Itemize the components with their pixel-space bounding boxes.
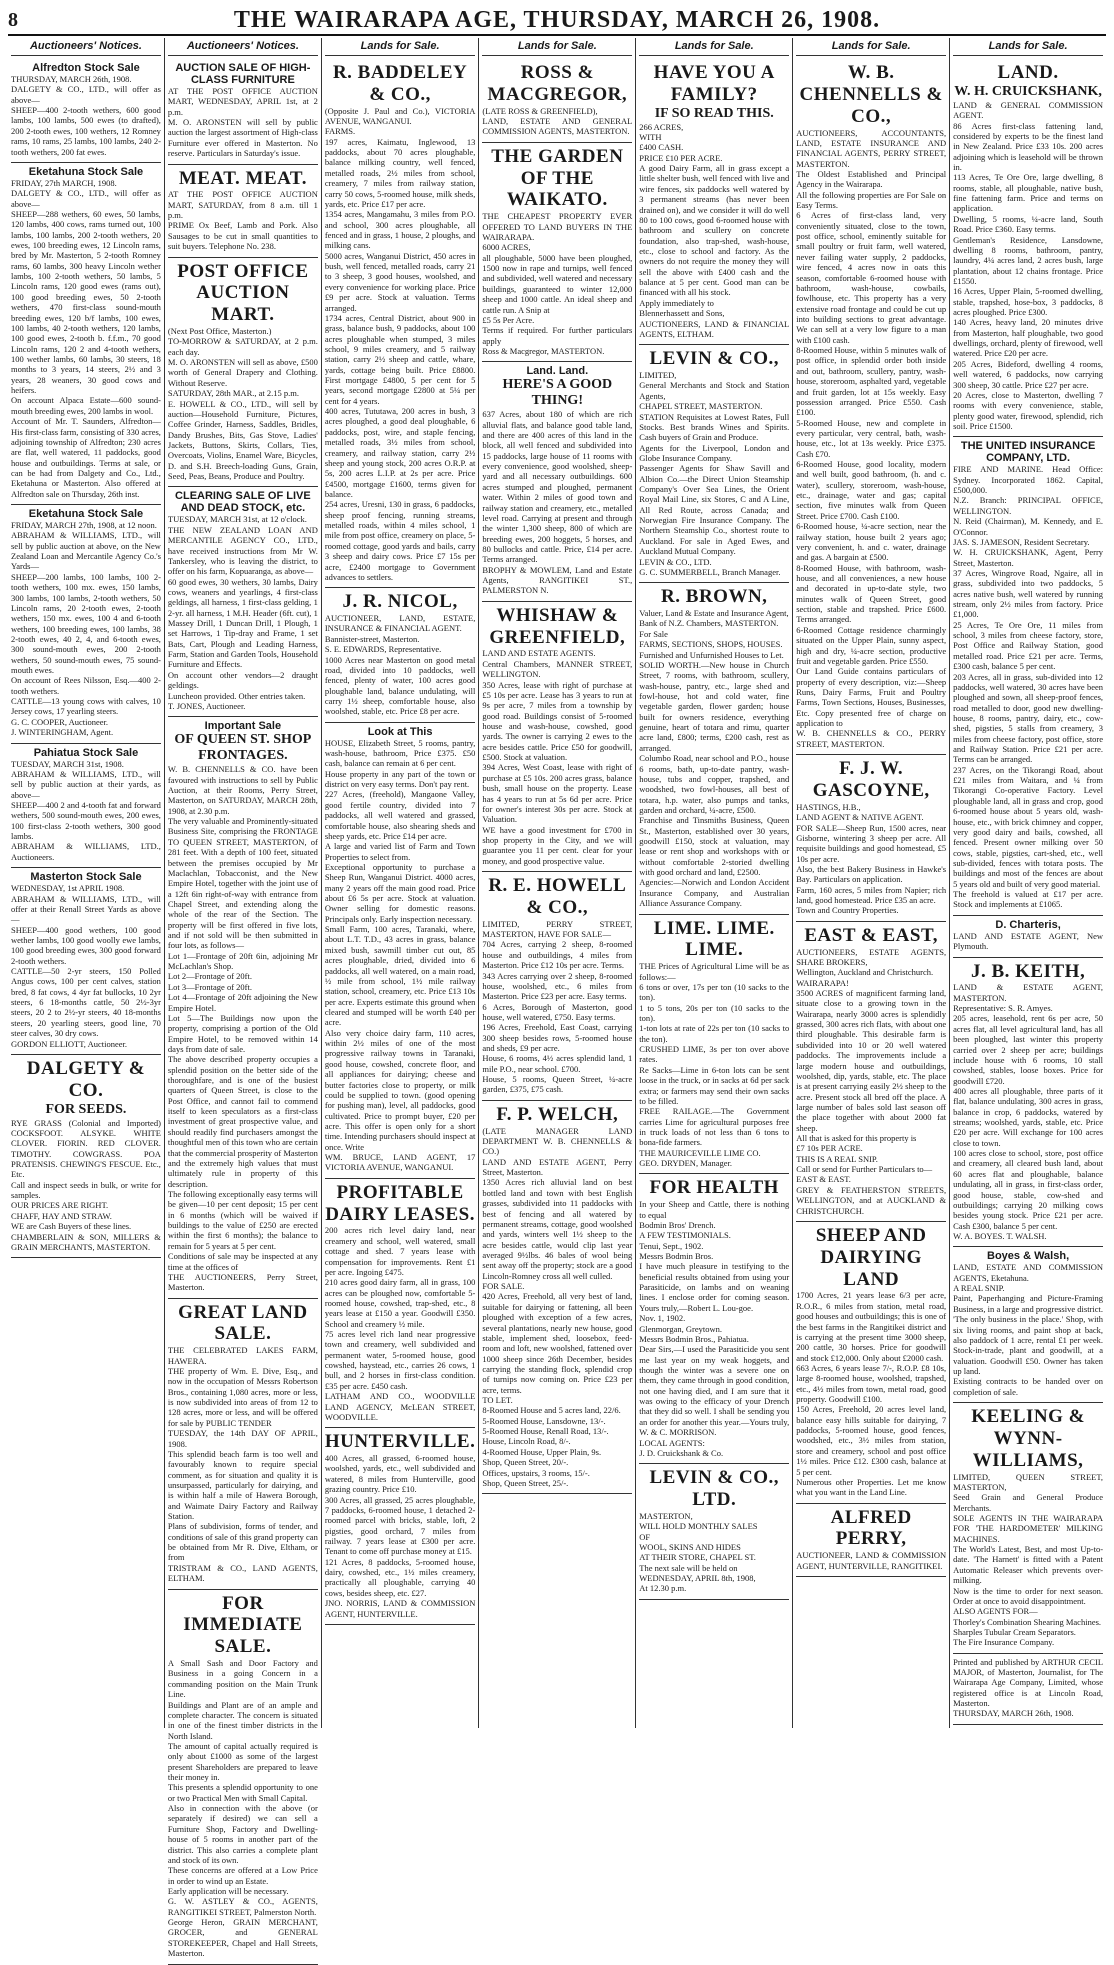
advertisement xyxy=(482,143,632,363)
ad-body: FIRE AND MARINE. Head Office: Sydney. Incorporated 1862. Capital, £500,000. N.Z. Branch: PRINCIPAL OFFICE, WELLINGTON. N. Reid (Chairman), M. Kennedy, and E. O'Connor. JAS. S. JAMESON, Resident Secretary. W. H. CRUICKSHANK, Agent, Perry Street, Masterton. 37 Acres, Wingrove Road, Ngaire, all in grass, subdivided into two paddocks, 5 acres native bush, well watered by running stream, only 2½ miles from factory. Price £1,000. 25 Acres, Te Ore Ore, 11 miles from school, 3 miles from cheese factory, store, Post Office and Railway Station, good metalled road. Price £21 per acre. Terms, £300 cash, balance 5 per cent. 203 Acres, all in grass, sub-divided into 12 paddocks, well watered, 30 acres have been ploughed and sown, all sheep-proof fences, road metalled to door, good new dwelling-house, 8 rooms, pantry, dairy, etc., cow-shed, pigsties, 5 stalls from creamery, 3 miles from cheese factory, post office, store and Railway Station. Price £21 per acre. Terms can be arranged. 237 Acres, on the Tikorangi Road, about £21 miles from Waitara, and ¼ from Tikorangi Co-operative Factory. Level ploughable land, all in grass and crop, good 6-roomed house about 5 years old, wash-house, etc., with brick chimney and copper, very good dairy and bails, cowshed, all fenced. Present owner milking over 50 cows, stable, pigsties, cart-shed, etc., well sub-divided, fences with totara posts. The buildings and most of the fences are about 5 years old and built of very good material. The freehold is valued at £17 per acre. Stock and implements at £1065. xyxy=(953,464,1104,910)
ad-body: FRIDAY, MARCH 27th, 1908, at 12 noon. ABRAHAM & WILLIAMS, LTD., will sell by public auction at above, on the New Zealand Loan and Mercantile Agency Co.'s Yards— SHEEP—200 lambs, 100 lambs, 100 2-tooth wethers, 100 mx. ewes, 150 lambs, 300 lambs, 100 lambs, 2-tooth wethers, 50 Lincoln rams, 20 2-tooth ewes, 2-tooth wethers, 150 mx. ewes, 100 4 and 6-tooth wethers, 100 breeding ewes, 100 lambs, 38 2-tooth ewes, 40 2, 4, and 6-tooth ewes, 300 sound-mouth ewes, 200 2-tooth wethers, 50 sound-mouth ewes, 75 sound-mouth ewes. On account of Rees Nilsson, Esq.—400 2-tooth wethers. CATTLE—13 young cows with calves, 10 Jersey cows, 17 yearling steers. G. C. COOPER, Auctioneer. J. WINTERINGHAM, Agent. xyxy=(11,520,161,738)
advertisement xyxy=(168,487,318,717)
ad-subtitle: IF SO READ THIS. xyxy=(654,105,774,121)
ad-body: 200 acres rich level dairy land, near creamery and school, well watered, small cottage and shed. 7 years lease with compensation for improvements. Rent £1 per acre. Ingoing £475. 210 acres good dairy farm, all in grass, 100 acres can be ploughed now, comfortable 5-roomed house, cowshed, trap-shed, etc., 8 years lease at £150 a year. Goodwill £350. School and creamery ½ mile. 75 acres level rich land near progressive town and creamery, well subdivided and permanent water, 5-roomed house, good cowshed, haystead, etc., carries 26 cows, 1 bull, and 2 horses in first-class condition. £35 per acre. £450 cash. LATHAM AND CO., WOODVILLE LAND AGENCY, McLEAN STREET, WOODVILLE. xyxy=(324,1225,476,1422)
ad-title: PROFITABLE DAIRY LEASES. xyxy=(325,1181,475,1225)
ad-body: THE CHEAPEST PROPERTY EVER OFFERED TO LAND BUYERS IN THE WAIRARAPA. 6000 ACRES, all ploughable, 5000 have been ploughed, 1500 now in rape and turnips, well fenced and subdivided, well watered and necessary buildings, guaranteed to winter 12,000 sheep and 1000 cattle. An ideal sheep and cattle run. A Snip at £5 5s Per Acre. Terms if required. For further particulars apply Ross & Macgregor, MASTERTON. xyxy=(482,211,633,356)
ad-title: LAND. xyxy=(997,62,1059,83)
ad-body: HASTINGS, H.B., LAND AGENT & NATIVE AGENT. FOR SALE—Sheep Run, 1500 acres, near Gisborne, wintering 3 sheep per acre. All requisite buildings and good homestead, £5 10s per acre. Also, the best Bakery Business in Hawke's Bay. Particulars on application. Farm, 160 acres, 5 miles from Napier; rich land, good homestead. Price £35 an acre. Town and Country Properties. xyxy=(796,801,947,916)
ad-title: FOR HEALTH xyxy=(649,1177,779,1199)
ad-subtitle: W. H. CRUICKSHANK, xyxy=(954,83,1102,99)
advertisement xyxy=(639,583,789,914)
advertisement xyxy=(639,1464,789,1600)
ad-body: TUESDAY, MARCH 31st, at 12 o'clock. THE NEW ZEALAND LOAN AND MERCANTILE AGENCY CO., LTD., have received instructions from Mr W. Tankersley, who is leaving the district, to offer on his farm, Kopuaranga, as above— 60 good ewes, 30 wethers, 30 lambs, Dairy cows, weaners and yearlings, 4 first-class geldings, all harness, 1 first-class gelding, 1 2-yr. all harness, 1 M.H. Header (6ft. cut), 1 Massey Drill, 1 Duncan Drill, 1 Plough, 1 set Harrows, 1 Tip-dray and Frame, 1 set Bats, Cart, Plough and Leading Harness, Farm, Station and Garden Tools, Household Furniture and Effects. On account other vendors—2 draught geldings. Luncheon provided. Other entries taken. T. JONES, Auctioneer. xyxy=(167,514,318,711)
ad-body: LAND & GENERAL COMMISSION AGENT. 86 Acres first-class fattening land, considered by experts to be the finest land in New Zealand. Price £33 10s. 200 acres adjoining which is leasehold will be thrown in. 113 Acres, Te Ore Ore, large dwelling, 8 rooms, stable, all ploughable, native bush, fine fattening farm. Price and terms on application. Dwelling, 5 rooms, ¼-acre land, South Road. Price £360. Easy terms. Gentleman's Residence, Lansdowne, dwelling 8 rooms, bathroom, pantry, laundry, 4¼ acres land, 2 acres bush, large plantation, about 12 chains frontage. Price £1550. 16 Acres, Upper Plain, 5-roomed dwelling, stable, trapshed, hose-box, 3 paddocks, 8 acres ploughed. Price £300. 140 Acres, heavy land, 20 minutes drive from Masterton, half ploughable, two good dwellings, orchard, plenty of firewood, well watered. Price £20 per acre. 205 Acres, Bideford, dwelling 4 rooms, well watered, 6 paddocks, now carrying 300 sheep, 30 cattle. Price £27 per acre. 20 Acres, close to Masterton, dwelling 7 rooms with every convenience, stable, plenty good water, firewood, splendid, rich soil. Price £1500. xyxy=(953,99,1104,431)
column-5 xyxy=(636,38,793,1728)
column-6 xyxy=(793,38,950,1728)
ad-title: Alfredton Stock Sale xyxy=(32,62,140,74)
advertisement xyxy=(168,165,318,258)
ad-body: AUCTIONEER, LAND & COMMISSION AGENT, HUNTERVILLE, RANGITIKEI. xyxy=(796,1550,947,1571)
advertisement xyxy=(953,1403,1103,1654)
advertisement xyxy=(11,505,161,744)
ad-title: Eketahuna Stock Sale xyxy=(28,165,144,178)
advertisement xyxy=(796,755,946,922)
advertisement xyxy=(796,1222,946,1504)
page-number: 8 xyxy=(8,8,18,31)
advertisement xyxy=(953,437,1103,915)
advertisement xyxy=(325,59,476,588)
advertisement xyxy=(168,1299,318,1590)
advertisement xyxy=(168,258,318,488)
ad-body: Valuer, Land & Estate and Insurance Agent, Bank of N.Z. Chambers, MASTERTON. For Sale FARMS, SECTIONS, SHOPS, HOUSES. Furnished and Unfurnished Houses to Let. SOLID WORTH.—New house in Church Street, 7 rooms, with bathroom, scullery, wash-house, pantry, etc., large shed and fowl-house, hot and cold water, fine vegetable garden, flower garden; house built for owners residence, everything genuine, heart of totara and rimu, quarter acre land, £800; terms, £200 cash, rest as arranged. Columbo Road, near school and P.O., house 6 rooms, bath, up-to-date pantry, wash-house, tubs and copper, trapshed, and woodshed, two fowl-houses, all best of totara, h.p. water, also pumps and tanks, garden and orchard, ¼-acre, £500. Franchise and Tinsmiths Business, Queen St., Masterton, established over 30 years, goodwill £150, stock at valuation, may lease or rent shop and workshops with or without comfortable 2-storied dwelling with good orchard and land, £2500. Agencies:—Norwich and London Accident Insurance Company, and Australian Alliance Assurance Company. xyxy=(639,608,790,909)
ad-title: R. BADDELEY & CO., xyxy=(332,62,468,105)
advertisement xyxy=(482,59,632,143)
ad-body: AUCTIONEERS, ACCOUNTANTS, LAND, ESTATE INSURANCE AND FINANCIAL AGENTS, PERRY STREET, MASTERTON. The Oldest Established and Principal Agency in the Wairarapa. All the following properties are For Sale on Easy Terms. 6 Acres of first-class land, very conveniently situated, close to the town, post office, school, eminently suitable for small poultry or fruit farm, well watered, never failing water supply, 2 paddocks, wire fenced, 4 acres now in oats this season, comfortable 6-roomed house with bathroom, wash-house, cowbails, fowlhouse, etc. This property has a very extensive road frontage and could be cut up into building sections to great advantage. We can sell at a very low figure to a man with £100 cash. 8-Roomed House, within 5 minutes walk of post office, in splendid order both inside and out, bathroom, scullery, pantry, wash-house, storeroom, asphalted yard, vegetable and fruit garden, lot at 15s weekly. Easy possession arranged. Price £550. Cash £100. 5-Roomed House, new and complete in every particular, very central, bath, wash-house, etc., lot at 13s weekly. Price £375. Cash £70. 6-Roomed House, good locality, modern and well built, good bathroom, (h. and c. water), scullery, storeroom, wash-house, etc., drainage, water and gas; capital section, five minutes walk from Queen Street. Price £700. Cash £100. 6-Roomed house, ¼-acre section, near the railway station, house built 2 years ago; very convenient, h. and c. water, drainage and gas. A bargain at £500. 8-Roomed House, with bathroom, wash-house, and all conveniences, a new house and decorated in up-to-date style, two minutes walk of Queen Street, good section, stable and trapshed. Price £600. Terms arranged. 6-Roomed Cottage residence charmingly situated on the Upper Plain, sunny aspect, high and dry, ¼-acre section, productive fruit and vegetable garden. Price £550. Our Land Guide contains particulars of property of every description, viz:—Sheep Runs, Dairy Farms, Fruit and Poultry Farms, Town Sections, Houses, Businesses, Etc. Copy presented free of charge on application to W. B. CHENNELLS & CO., PERRY STREET, MASTERTON. xyxy=(796,127,947,749)
ad-body: Printed and published by ARTHUR CECIL MAJOR, of Masterton, Journalist, for The Wairarapa Age Company, Limited, whose registered office is at Lincoln Road, Masterton. THURSDAY, MARCH 26th, 1908. xyxy=(953,1656,1104,1719)
ad-body: LIMITED, QUEEN STREET, MASTERTON, Seed Grain and General Produce Merchants. SOLE AGENTS IN THE WAIRARAPA FOR 'THE HARDOMETER' MILKING MACHINES. The World's Latest, Best, and most Up-to-date. 'The Harnett' is fitted with a Patent Automatic Releaser which prevents over-milking. Now is the time to order for next season. Order at once to avoid disappointment. ALSO AGENTS FOR— Thorley's Combination Shearing Machines. Sharples Tubular Cream Separators. The Fire Insurance Company. xyxy=(953,1471,1104,1648)
ad-body: (LATE ROSS & GREENFIELD), LAND, ESTATE AND GENERAL COMMISSION AGENTS, MASTERTON. xyxy=(482,105,633,137)
ad-body: In your Sheep and Cattle, there is nothing to equal Bodmin Bros' Drench. A FEW TESTIMONIALS. Tenui, Sept., 1902. Messrs Bodmin Bros. I have much pleasure in testifying to the beneficial results obtained from using your Parasiticide, on lambs and on weaning lines. I enclose order for coming season. Yours truly,—Robert L. Lou-goe. Nov. 1, 1902. Glenmorgan, Greytown. Messrs Bodmin Bros., Pahiatua. Dear Sirs,—I used the Parasiticide you sent me last year on my weak hoggets, and though the winter was a severe one on them, they came through in good condition, not one having died, and I am sure that it was owing to the efficacy of your Drench that they did so well. I shall be sending you an order for another this year.—Yours truly, W. & C. MORRISON. LOCAL AGENTS: J. D. Cruickshank & Co. xyxy=(639,1199,790,1458)
ad-title: SHEEP AND DAIRYING LAND xyxy=(815,1224,927,1290)
ad-body: HOUSE, Elizabeth Street, 5 rooms, pantry, wash-house, bathroom, Price £375. £50 cash, balance can remain at 6 per cent. House property in any part of the town or district on very easy terms. Don't pay rent. 227 Acres, (freehold), Mangaone Valley, good fertile country, divided into 7 paddocks, all well watered and grassed, comfortable house, also shearing sheds and sheep yards, etc. Price £14 per acre. A large and varied list of Farm and Town Properties to select from. Exceptional opportunity to purchase a Sheep Run, Wanganui District. 4000 acres, many 2 years off the main good road. Price about £6 5s per acre. Stock at valuation. Owner selling for domestic reasons. Principals only. Early inspection necessary. Small Farm, 100 acres, Taranaki, where, about L.T. T.D., 43 acres in grass, balance mixed bush, sawmill timber cut out, 85 acres ploughable, dried, divided into 6 paddocks, all well watered, on a main road, ½ mile from school, 1½ mile railway station, school, creamery, etc. Price £13 10s per acre. Experts estimate this ground when cleared and stumped will be worth £40 per acre. Also very choice dairy farm, 110 acres, within 2½ miles of one of the most progressive railway towns in Taranaki, good house, cowshed, concrete floor, and all appliances for dairying; cheese and butter factories close to property, or milk could be supplied to town. (good opening for pushing man), level, all paddocks, good cultivated. Price to prompt buyer, £20 per acre. This offer is open only for a short time. Intending purchasers should inspect at once. Write WM. BRUCE, LAND AGENT, 17 VICTORIA AVENUE, WANGANUI. xyxy=(324,737,476,1173)
ad-body: AT THE POST OFFICE AUCTION MART, WEDNESDAY, APRIL 1st, at 2 p.m. M. O. ARONSTEN will sell by public auction the largest assortment of High-class Furniture ever offered in Masterton. No reserve. Particulars in Saturday's issue. xyxy=(167,86,318,159)
ad-body: 400 Acres, all grassed, 6-roomed house, woolshed, yards, etc., well subdivided and watered, 8 miles from Hunterville, good grazing country. Price £10. 300 Acres, all grassed, 25 acres ploughable, 7 paddocks, 6-roomed house, 1 detached 2-roomed parcel with bricks, stable, loft, 2 pigsties, good orchard, 7 miles from railway. 7 years lease at £300 per acre. Tenant to come off purchase money at £15. 121 Acres, 8 paddocks, 5-roomed house, dairy, cowshed, etc., 1½ miles creamery, practically all ploughable, carrying 40 cows, besides sheep, etc. £27. JNO. NORRIS, LAND & COMMISSION AGENT, HUNTERVILLE. xyxy=(324,1453,476,1619)
advertisement xyxy=(11,1055,161,1258)
ad-title: Land. Land. xyxy=(526,365,589,378)
ad-body: AUCTIONEERS, ESTATE AGENTS, SHARE BROKERS, Wellington, Auckland and Christchurch. WAIRARAPA! 3500 ACRES of magnificent farming land, situate close to a growing town in the Wairarapa, nearly 3000 acres is splendidly grassed, 300 acres rich flats, with about one third ploughable. This desirable farm is subdivided into 10 or 20 well watered paddocks. The improvements include a large modern house and outbuildings, woolshed, dip, yards, stable, etc. The place is at present carrying easily 2½ sheep to the acre. Present stock all bred off the place. A large number of bales sold last season off the place together with about 2000 fat sheep. All that is asked for this property is £7 10s PER ACRE. THIS IS A REAL SNIP. Call or send for Further Particulars to— EAST & EAST. GREY & FEATHERSTON STREETS, WELLINGTON, and at AUCKLAND & CHRISTCHURCH. xyxy=(796,946,947,1216)
ad-body: W. B. CHENNELLS & CO. have been favoured with instructions to sell by Public Auction, at their Rooms, Perry Street, Masterton, on SATURDAY, MARCH 28th, 1908, at 2.30 p.m. The very valuable and Prominently-situated Business Site, comprising the FRONTAGE TO QUEEN STREET, MASTERTON, of 281 feet. With a depth of 100 feet, situated between the premises occupied by Mr Maclachlan, Tobacconist, and the New Empire Hotel, together with the joint use of a 12ft 6in right-of-way with entrance from Chapel Street, and extending along the whole of the rear of the Section. The property will be first offered in five lots, and if not sold will be then submitted in four lots, as follows— Lot 1—Frontage of 20ft 6in, adjoining Mr McLachlan's Shop. Lot 2—Frontage of 20ft. Lot 3—Frontage of 20ft. Lot 4—Frontage of 20ft adjoining the New Empire Hotel. Lot 5—The Buildings now upon the property, comprising a portion of the Old Empire Hotel, to be removed within 14 days from date of sale. The above described property occupies a splendid position on the better side of the thoroughfare, and is one of the busiest quarters of Queen Street, is close to the Post Office, and cannot fail to commend itself to keen speculators as a first-class investment of great prospective value, and should readily find purchasers amongst the thoughtful men of this town who are certain that the commercial prosperity of Masterton and the extremely high values that must ultimately rule in property of this description. The following exceptionally easy terms will be given—10 per cent deposit; 15 per cent in 6 months (which will be waived if buildings to the value of £250 are erected within the first 6 months); the balance to remain for 5 years at 5 per cent. Conditions of sale may be inspected at any time at the offices of THE AUCTIONEERS, Perry Street, Masterton. xyxy=(167,764,318,1293)
ad-body: LAND AND ESTATE AGENTS. Central Chambers, MANNER STREET, WELLINGTON. 350 Acres, lease with right of purchase at £5 10s per acre. Lease has 3 years to run at 9s per acre, 7 miles from a township by good road. Buildings consist of 5-roomed house and wash-house, cowshed, good yards. The owner is carrying 2 ewes to the acre besides cattle. Price £50 for goodwill, £500. Stock at valuation. 394 Acres, West Coast, lease with right of purchase at £5 10s. 200 acres grass, balance bush, small house on the property. Lease has 4 years to run at 5s 6d per acre. Price for owner's interest 30s per acre. Stock at Valuation. WE have a good investment for £700 in shop property in the City, and we will guarantee you 11 per cent. clear for your money, and good prospective value. xyxy=(482,648,633,866)
advertisement xyxy=(639,915,789,1175)
ad-body: LAND & ESTATE AGENT, MASTERTON. Representative: S. R. Amyes. 205 acres, leasehold, rent 6s per acre, 50 acres flat, all level agricultural land, has all been ploughed, last winter this property carried over 2 sheep per acre; buildings include house with 6 rooms, 10 stall cowshed, stables, loose boxes. Price for goodwill £720. 400 acres all ploughable, three parts of it flat, balance undulating, 300 acres in grass, balance in crop, 6 paddocks, watered by streams; woolshed, yards, stable, etc. Price £20 per acre. Will exchange for 100 acres close to town. 100 acres close to school, store, post office and creamery, all cleared bush land, about 60 acres flat and ploughable, balance undulating, all in grass, in first-class order, good house, stable, cow-shed and outbuildings; carrying 20 milking cows besides young stock. Price £21 per acre. Cash £300, balance 5 per cent. W. A. BOYES. T. WALSH. xyxy=(953,982,1104,1241)
ad-body: FRIDAY, 27th MARCH, 1908. DALGETY & CO., LTD., will offer as above— SHEEP—288 wethers, 60 ewes, 50 lambs, 120 lambs, 400 cows, rams turned out, 100 lambs, 100 lambs, 200 2-tooth wethers, 20 ewes, 100 breeding ewes, 12 Lincoln rams, bred by Mr. Masterton, 5 2-tooth Romney rams, 60 lambs, 300 heavy Lincoln wether lambs, 100 2-tooth wethers, 50 lambs, 5 Lincoln rams, 120 good ewes (rams out), 100 good breeding ewes, 50 2-tooth wethers, 470 first-class sound-mouth breeding ewes, 120 b/f lambs, 100 ewes, 100 lambs, 40 2-tooth wethers, 120 lambs, 100 good ewes, 2-tooth b. f.f.m., 70 good Lincoln rams, 120 2 and 4-tooth wethers, 100 wether lambs, 60 lambs, 30 steers, 18 months to 3 years, 14 steers, 2½ and 3 years, 28 weaners, 30 good cows and heifers. On account Alpaca Estate—600 sound-mouth breeding ewes, 200 lambs in wool. Account of Mr. T. Saunders, Alfredton—His first-class farm, consisting of 330 acres, adjoining township of Alfredton; 230 acres are flat, well watered, 11 paddocks, good house and outbuildings. Terms at sale, or can be had from Dalgety and Co., Ltd., Eketahuna or Masterton. Also offered at Alfredton sale on Thursday, 26th inst. xyxy=(11,177,161,499)
ad-title: MEAT. MEAT. xyxy=(178,167,307,189)
ad-title: R. BROWN, xyxy=(661,586,768,608)
ad-title: CLEARING SALE OF LIVE AND DEAD STOCK, etc. xyxy=(175,490,311,515)
ad-body: A Small Sash and Door Factory and Business in a going Concern in a commanding position on the Main Trunk Line. Buildings and Plant are of an ample and complete character. The concern is situated in one of the finest timber districts in the North Island. The amount of capital actually required is only about £1000 as some of the largest present Shareholders are prepared to leave their money in. This presents a splendid opportunity to one or two Practical Men with Small Capital. Also in connection with the above (or separately if desired) we can sell a Furniture Shop, Factory and Dwelling-house of 5 rooms in another part of the district. This also carries a complete plant and stock of its own. These concerns are offered at a Low Price in order to wind up an Estate. Early application will be necessary. G. W. ASTLEY & CO., AGENTS, RANGITIKEI STREET, Palmerston North. George Heron, GRAIN MERCHANT, GROCER, and GENERAL STOREKEEPER, Chapel and Hall Streets, Masterton. xyxy=(167,1658,318,1959)
ad-body: RYE GRASS (Colonial and Imported) COCKSFOOT. ALSYKE. WHITE CLOVER. FIORIN. RED CLOVER. TIMOTHY. COWGRASS. POA PRATENSIS. CHEWING'S FESCUE. Etc., Etc. Call and inspect seeds in bulk, or write for samples. OUR PRICES ARE RIGHT. CHAFF, HAY AND STRAW. WE are Cash Buyers of these lines. CHAMBERLAIN & SON, MILLERS & GRAIN MERCHANTS, MASTERTON. xyxy=(11,1117,161,1252)
ad-body: (Opposite J. Paul and Co.), VICTORIA AVENUE, WANGANUI. FARMS. 197 acres, Kaimatu, Inglewood, 13 paddocks, about 70 acres ploughable, balance milking country, well fenced, metalled roads, 2½ miles from school, creamery, 7 miles from railway station, carry 50 cows, 5-roomed house, milk sheds, yards, etc. Price £17 per acre. 1354 acres, Mangamahu, 3 miles from P.O. and school, 300 acres ploughable, all fenced and in grass, 1 house, 2 ploughs, and milking cans. 5000 acres, Wanganui District, 450 acres in bush, well fenced, metalled roads, carry 21 to 3 sheep, 3 good houses, woolshed, and every convenience for working place. Price £9 per acre. Stock at valuation. Terms arranged. 1734 acres, Central District, about 900 in grass, balance bush, 9 paddocks, about 100 acres ploughable when stumped, 3 miles school, 9 miles creamery, and 5 railway station, carry 2½ sheep and cattle, whare, yards, cottage being built. Price £8800. First mortgage £4800, 5 per cent for 5 years, second mortgage £2800 at 5¼ per cent for 4 years. 400 acres, Tututawa, 200 acres in bush, 3 acres ploughed, a good deal ploughable, 6 paddocks, post, wire, and staple fencing, metalled roads, 3½ miles from school, creamery, and railway station, carry 2½ sheep and young stock, 200 acres O.R.P. at 5s, 200 acres L.I.P. at 2s per acre. Price £4500, mortgage £1600, terms given for balance. 254 acres, Uresni, 130 in grass, 6 paddocks, sheep proof fencing, running streams, metalled roads, within 4 miles school, 1 mile from post office, creamery on place, 5-roomed cottage, good yards and bails, carry 3 sheep and dairy cows. Price £7 15s per acre, £2400 mortgage to Government advances to settlers. xyxy=(324,105,476,582)
ad-title: Boyes & Walsh, xyxy=(987,1250,1070,1263)
ad-body: TUESDAY, MARCH 31st, 1908. ABRAHAM & WILLIAMS, LTD., will sell by public auction at their yards, as above— SHEEP—400 2 and 4-tooth fat and forward wethers, 500 sound-mouth ewes, 200 ewes, 100 first-class 2-tooth wethers, 300 good lambs. ABRAHAM & WILLIAMS, LTD., Auctioneers. xyxy=(11,758,161,862)
advertisement xyxy=(796,1504,946,1577)
ad-body: THURSDAY, MARCH 26th, 1908. DALGETY & CO., LTD., will offer as above— SHEEP—400 2-tooth wethers, 600 good lambs, 100 lambs, 500 ewes (to drafted), 200 2-tooth ewes, 100 wethers, 12 Romney rams, 10 rams, 25 lambs, 100 lambs, 240 2-tooth wethers, 200 fat ewes. xyxy=(11,74,161,157)
ad-title: AUCTION SALE OF HIGH-CLASS FURNITURE xyxy=(175,62,311,86)
advertisement xyxy=(325,588,476,722)
advertisement xyxy=(953,1247,1103,1403)
ad-title: W. B. CHENNELLS & CO., xyxy=(799,62,943,127)
ad-body: LIMITED, PERRY STREET, MASTERTON, HAVE FOR SALE— 704 Acres, carrying 2 sheep, 8-roomed house and outbuildings, 4 miles from Masterton. Price £12 10s per acre. Terms. 343 Acres carrying over 2 sheep, 8-roomed house, woolshed, etc., 6 miles from Masterton. Price £23 per acre. Easy terms. 6 Acres, Borough of Masterton, good house, well watered, £750. Easy terms. 196 Acres, Freehold, East Coast, carrying 300 sheep besides rows, 5-roomed house and sheds, £9 per acre. House, 6 rooms, 4½ acres splendid land, 1 mile P.O., near school. £700. House, 5 rooms, Queen Street, ¼-acre garden, £375, £75 cash. xyxy=(482,918,633,1095)
ad-title: WHISHAW & GREENFIELD, xyxy=(489,604,626,648)
advertisement xyxy=(482,602,632,872)
ad-title: HUNTERVILLE. xyxy=(324,1431,476,1453)
ad-title: Look at This xyxy=(367,725,433,738)
ad-title: KEELING & WYNN-WILLIAMS, xyxy=(971,1406,1085,1471)
advertisement xyxy=(11,59,161,163)
advertisement xyxy=(11,163,161,505)
ad-title: J. R. NICOL, xyxy=(342,591,458,613)
column-heading: Lands for Sale. xyxy=(639,38,789,56)
column-4 xyxy=(479,38,636,1728)
column-2 xyxy=(165,38,322,1959)
ad-title: LEVIN & CO., LTD. xyxy=(649,1467,779,1511)
advertisement xyxy=(953,59,1103,437)
ad-title: EAST & EAST, xyxy=(804,924,938,946)
ad-body: (LATE MANAGER LAND DEPARTMENT W. B. CHENNELLS & CO.) LAND AND ESTATE AGENT, Perry Street, Masterton. 1350 Acres rich alluvial land on best bottled land and town with best English grasses, subdivided into 11 paddocks with best of fencing and all watered by permanent streams, cottage, good woolshed and yards, winters well 1½ sheep to the acre besides cattle, would clip last year averaged 9½lbs. 46 bales of wool being sent away off the property; stock are a good Lincoln-Romney cross all well culled. FOR SALE. 420 Acres, Freehold, all very best of land, suitable for dairying or fattening, all been ploughed with exception of a few acres, several plantations, nearly new house, good stable, implement shed, loosebox, feed-room and loft, new woolshed, fattened over 1000 sheep since 26th December, besides carrying the standing flock, splendid crop of turnips now coming on. Price £23 per acre, terms. TO LET. 8-Roomed House and 5 acres land, 22/6. 5-Roomed House, Lansdowne, 13/-. 5-Roomed House, Renall Road, 13/-. House, Lincoln Road, 8/-. 4-Roomed House, Upper Plain, 9s. Shop, Queen Street, 20/-. Offices, upstairs, 3 rooms, 15/-. Shop, Queen Street, 25/-. xyxy=(482,1125,633,1488)
column-heading: Lands for Sale. xyxy=(325,38,476,56)
ad-title: Masterton Stock Sale xyxy=(30,871,142,884)
ad-title: ROSS & MACGREGOR, xyxy=(487,62,628,105)
advertisement xyxy=(482,872,632,1101)
ad-title: F. P. WELCH, xyxy=(496,1103,619,1125)
advertisement xyxy=(953,958,1103,1248)
ad-body: AT THE POST OFFICE AUCTION MART, SATURDAY, from 8 a.m. till 1 p.m. PRIME Ox Beef, Lamb and Pork. Also Sausages to be cut in small quantities to suit buyers. Telephone No. 238. xyxy=(167,189,318,252)
ad-subtitle: FOR SEEDS. xyxy=(45,1101,127,1117)
ad-title: ALFRED PERRY, xyxy=(830,1506,912,1550)
advertisement xyxy=(639,345,789,583)
columns xyxy=(8,38,1106,1959)
column-heading: Lands for Sale. xyxy=(796,38,946,56)
ad-title: J. B. KEITH, xyxy=(970,960,1086,982)
advertisement xyxy=(796,59,946,755)
ad-body: LAND AND ESTATE AGENT, New Plymouth. xyxy=(953,930,1104,952)
advertisement xyxy=(168,717,318,1298)
advertisement xyxy=(168,59,318,165)
ad-body: AUCTIONEER, LAND, ESTATE, INSURANCE & FINANCIAL AGENT. Bannister-street, Masterton. S. E. EDWARDS, Representative. 1000 Acres near Masterton on good metal road, divided into 10 paddocks, well fenced, plenty of water, 100 acres good ploughable land, balance undulating, will carry 1½ sheep, comfortable house, also woolshed, stable, etc. Price £8 per acre. xyxy=(324,613,476,717)
ad-title: Important Sale xyxy=(204,720,282,733)
ad-title: POST OFFICE AUCTION MART. xyxy=(177,260,309,326)
masthead xyxy=(8,6,1106,36)
column-1 xyxy=(8,38,165,1728)
ad-body: (Next Post Office, Masterton.) TO-MORROW & SATURDAY, at 2 p.m. each day. M. O. ARONSTEN will sell as above, £500 worth of General Drapery and Clothing. Without Reserve. SATURDAY, 28th MAR., at 2.15 p.m. E. HOWELL & CO., LTD., will sell by auction—Household Furniture, Pictures, Coffee Grinder, Harness, Saddles, Bridles, Dandy Brushes, Bits, Gas Stove, Ladies' Jackets, Buttons, Skirts, Collars, Ties, Overcoats, Violins, Enamel Ware, Bicycles, D. and S.H. Breech-loading Guns, Grain, Seed, Peas, Beans, Produce and Poultry. xyxy=(167,326,318,482)
ad-title: LIME. LIME. LIME. xyxy=(653,917,775,961)
ad-body: LAND, ESTATE AND COMMISSION AGENTS, Eketahuna. A REAL SNIP. Paint, Paperhanging and Picture-Framing Business, in a large and progressive district. 'The only business in the place.' Shop, with six living rooms, and paint shop at back, also paddock of 1 acre, rental £1 per week. Stock-in-trade, plant and goodwill, at a valuation. Goodwill £50. Owner has taken up land. Existing contracts to be handed over on completion of sale. xyxy=(953,1262,1104,1397)
column-heading: Lands for Sale. xyxy=(482,38,632,56)
advertisement xyxy=(11,868,161,1055)
newspaper-title: THE WAIRARAPA AGE, THURSDAY, MARCH 26, 1908. xyxy=(233,6,881,33)
ad-title: R. E. HOWELL & CO., xyxy=(488,875,627,918)
ad-title: Pahiatua Stock Sale xyxy=(33,746,139,759)
ad-body: LIMITED, General Merchants and Stock and Station Agents, CHAPEL STREET, MASTERTON. STATION Requisites at Lowest Rates, Full Stocks. Best brands Wines and Spirits. Cash buyers of Grain and Produce. Agents for the Liverpool, London and Globe Insurance Company. Passenger Agents for Shaw Savill and Albion Co.—the Direct Union Steamship Company's Over Sea Lines, the Orient Royal Mail Line, six Stores, C and A Line, All Red Route, across Canada; and Norwegian Fire Insurance Company. The Northern Steamship Co., shortest route to Auckland. For sale in Aged Ewes, and Auckland Mutual Company. LEVIN & CO., LTD. G. C. SUMMERBELL, Branch Manager. xyxy=(639,370,790,577)
advertisement xyxy=(325,1179,476,1429)
advertisement xyxy=(953,916,1103,958)
advertisement xyxy=(639,59,789,345)
ad-subtitle: OF QUEEN ST. SHOP FRONTAGES. xyxy=(174,732,312,764)
advertisement xyxy=(325,723,476,1179)
advertisement xyxy=(639,1174,789,1464)
ad-body: WEDNESDAY, 1st APRIL 1908. ABRAHAM & WILLIAMS, LTD., will offer at their Renall Street Yards as above— SHEEP—400 good wethers, 100 good wether lambs, 100 good woolly ewe lambs, 100 good breeding ewes, 300 good forward 2-tooth wethers. CATTLE—50 2-yr steers, 150 Polled Angus cows, 100 per cent calves, station bred, 8 fat cows, 4 4yr fat bullocks, 10 2yr steers, 6 18-months cattle, 50 2½-3yr steers, 20 2 to 2½-yr steers, 40 18-months steers, 20 yearling steers, good line, 70 steer calves, 30 dry cows. GORDON ELLIOTT, Auctioneer. xyxy=(11,883,161,1049)
column-3 xyxy=(322,38,480,1728)
ad-title: GREAT LAND SALE. xyxy=(178,1301,308,1345)
advertisement xyxy=(796,922,946,1222)
advertisement xyxy=(482,362,632,601)
ad-title: LEVIN & CO., xyxy=(649,348,779,370)
ad-title: THE GARDEN OF THE WAIKATO. xyxy=(491,145,624,211)
ad-subtitle: HERE'S A GOOD THING! xyxy=(502,377,613,409)
ad-title: D. Charteris, xyxy=(995,918,1061,931)
ad-body: 637 Acres, about 180 of which are rich alluvial flats, and balance good table land, and there are 400 acres of this land in the block, all well fenced and subdivided into 15 paddocks, large house of 11 rooms with every convenience, good woolshed, sheep-yard and all necessary outbuildings. 600 acres stumped and ploughed, permanent water. Within 2 miles of good town and railway station and creamery, etc., metalled level road. Carrying at present and through the winter 1,300 sheep, 800 of which are breeding ewes, 200 hoggets, 5 horses, and 80 bullocks and cattle. Price, £14 per acre. Terms arranged. BROPHY & MOWLEM, Land and Estate Agents, RANGITIKEI ST., PALMERSTON N. xyxy=(482,409,633,596)
ad-body: 266 ACRES, WITH £400 CASH. PRICE £10 PER ACRE. A good Dairy Farm, all in grass except a little shelter bush, well fenced with live and wire fences, six paddocks well watered by 3 permanent streams (has never been drained on), and we consider it will do well 80 to 100 cows, good 6-roomed house with bathroom and scullery on concrete foundation, also trap-shed, wash-house, etc., close to school and factory. As the owners do not require the money they will sell the above with £400 cash and the balance at 5 per cent. Good man can be financed with all his stock. Apply immediately to Blennerhassett and Sons, AUCTIONEERS, LAND & FINANCIAL AGENTS, ELTHAM. xyxy=(639,121,790,339)
ad-body: MASTERTON, WILL HOLD MONTHLY SALES OF WOOL, SKINS AND HIDES AT THEIR STORE, CHAPEL ST. The next sale will be held on WEDNESDAY, APRIL 8th, 1908, At 12.30 p.m. xyxy=(639,1510,758,1594)
ad-body: 1700 Acres, 21 years lease 6/3 per acre, R.O.R., 6 miles from station, metal road, good houses and outbuildings; this is one of the best farms in the Rangitikei district and is carrying at the present time 3000 sheep, 200 cattle, 30 horses. Price for goodwill and stock £12,000. Only about £2000 cash. 663 Acres, 6 years lease 7/-, R.O.P. £8 10s, large 8-roomed house, woolshed, trapshed, etc., 4½ miles from town, metal road, good property. Goodwill £100. 150 Acres, Freehold, 20 acres level land, balance easy hills suitable for dairying, 7 paddocks, 5-roomed house, good fences, woodshed, etc., 3½ miles from station, store and creamery, school and post office 1½ miles. Price £12. £300 cash, balance at 5 per cent. Numerous other Properties. Let me know what you want in the Land Line. xyxy=(796,1290,947,1498)
advertisement xyxy=(168,1590,318,1965)
ad-title: F. J. W. GASCOYNE, xyxy=(812,758,930,801)
ad-title: HAVE YOU A FAMILY? xyxy=(653,62,775,105)
advertisement xyxy=(325,1428,476,1625)
advertisement xyxy=(953,1654,1103,1725)
advertisement xyxy=(11,744,161,869)
ad-body: THE Prices of Agricultural Lime will be as follows:— 6 tons or over, 17s per ton (10 sacks to the ton). 1 to 5 tons, 20s per ton (10 sacks to the ton). 1-ton lots at rate of 22s per ton (10 sacks to the ton). CRUSHED LIME, 3s per ton over above rates. Re Sacks—Lime in 6-ton lots can be sent loose in the truck, or in sacks at 6d per sack extra; or farmers may send their own sacks to be filled. FREE RAILAGE.—The Government carries Lime for agricultural purposes free in truck loads of not less than 6 tons to bona-fide farmers. THE MAURICEVILLE LIME CO. GEO. DRYDEN, Manager. xyxy=(639,961,790,1169)
column-7 xyxy=(950,38,1106,1728)
ad-title: THE UNITED INSURANCE COMPANY, LTD. xyxy=(960,440,1096,465)
column-heading: Auctioneers' Notices. xyxy=(168,38,318,56)
ad-title: Eketahuna Stock Sale xyxy=(28,508,144,521)
ad-title: DALGETY & CO. xyxy=(26,1057,146,1101)
column-heading: Auctioneers' Notices. xyxy=(11,38,161,56)
column-heading: Lands for Sale. xyxy=(953,38,1103,56)
ad-body: THE CELEBRATED LAKES FARM, HAWERA. THE property of Wm. E. Dive, Esq., and now in the occupation of Messrs Robertson Bros., containing 1,080 acres, more or less, is now subdivided into areas of from 12 to 128 acres, more or less, and will be offered for sale by PUBLIC TENDER TUESDAY, the 14th DAY OF APRIL, 1908. This splendid beach farm is too well and favourably known to require special comment, as for situation and quality it is unsurpassed, particularly for dairying, and is within half a mile of Hawera Borough, and Waimate Dairy Factory and Railway Station. Plans of subdivision, forms of tender, and conditions of sale of this grand property can be obtained from Mr R. Dive, Eltham, or from TRISTRAM & CO., LAND AGENTS, ELTHAM. xyxy=(167,1345,318,1584)
ad-title: FOR IMMEDIATE SALE. xyxy=(183,1592,303,1658)
advertisement xyxy=(482,1101,632,1494)
